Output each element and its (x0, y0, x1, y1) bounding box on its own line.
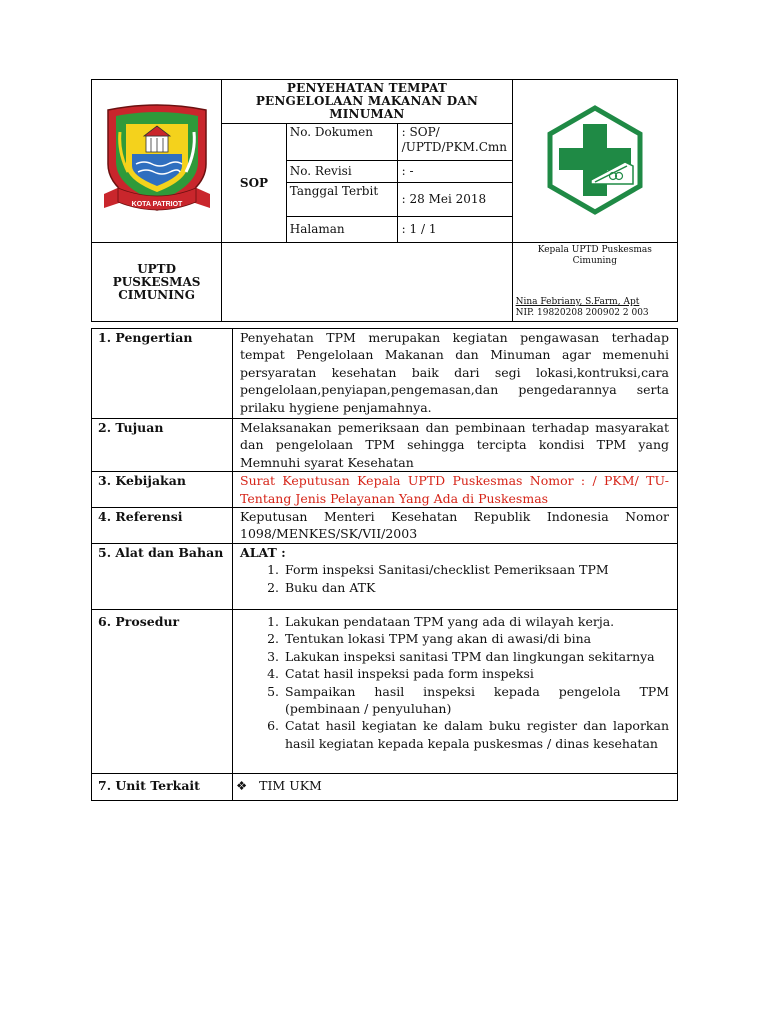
field-value: : 28 Mei 2018 (397, 183, 512, 217)
list-item: 2. Buku dan ATK (283, 579, 669, 596)
table-row (92, 472, 678, 508)
list-item: 1. Form inspeksi Sanitasi/checklist Pemeriksaan TPM (283, 561, 669, 578)
sop-label: SOP (222, 124, 287, 243)
table-row (92, 543, 678, 609)
section-label: 2. Tujuan (92, 419, 233, 472)
section-label: 4. Referensi (92, 508, 233, 544)
list-item: 6. Catat hasil kegiatan ke dalam buku register dan laporkan hasil kegiatan kepada kepala puskesmas / dinas kesehatan (283, 717, 669, 752)
logo-banner-text: KOTA PATRIOT (131, 200, 182, 208)
field-label: Halaman (286, 217, 397, 243)
city-logo-cell (92, 80, 222, 243)
section-text: Melaksanakan pemeriksaan dan pembinaan terhadap masyarakat dan pengelolaan TPM sehingga tercipta kondisi TPM yang Memnuhi syarat Kesehatan (233, 419, 678, 472)
puskesmas-logo-icon (539, 104, 651, 216)
section-text: Surat Keputusan Kepala UPTD Puskesmas Nomor : / PKM/ TU- Tentang Jenis Pelayanan Yang Ada di Puskesmas (233, 472, 678, 508)
list-item: 3. Lakukan inspeksi sanitasi TPM dan lingkungan sekitarnya (283, 648, 669, 665)
table-row (92, 508, 678, 544)
table-row (92, 609, 678, 773)
list-item: 5. Sampaikan hasil inspeksi kepada pengelola TPM (pembinaan / penyuluhan) (283, 683, 669, 718)
alat-heading: ALAT : (240, 544, 286, 560)
empty-cell (222, 243, 512, 322)
kota-bekasi-logo-icon (98, 102, 216, 218)
section-label: 3. Kebijakan (92, 472, 233, 508)
field-label: No. Revisi (286, 161, 397, 183)
section-label: 1. Pengertian (92, 329, 233, 419)
field-label: Tanggal Terbit (286, 183, 397, 217)
field-label: No. Dokumen (286, 124, 397, 161)
sop-header-table (91, 79, 678, 322)
section-text: Keputusan Menteri Kesehatan Republik Indonesia Nomor 1098/MENKES/SK/VII/2003 (233, 508, 678, 544)
kepala-name: Nina Febriany, S.Farm, Apt (515, 297, 640, 307)
alat-list (240, 561, 669, 596)
unit-name: UPTD PUSKESMAS CIMUNING (92, 243, 222, 322)
list-item: 1. Lakukan pendataan TPM yang ada di wilayah kerja. (283, 613, 669, 630)
document-title: PENYEHATAN TEMPAT PENGELOLAAN MAKANAN DAN MINUMAN (222, 80, 512, 124)
puskesmas-logo-cell (512, 80, 677, 243)
sop-content-table (91, 328, 678, 801)
table-row (92, 419, 678, 472)
field-value: : SOP/ /UPTD/PKM.Cmn (397, 124, 512, 161)
unit-terkait-value: TIM UKM (259, 777, 322, 793)
kepala-nip: NIP. 19820208 200902 2 003 (515, 308, 649, 318)
prosedur-list (240, 613, 669, 752)
field-value: : - (397, 161, 512, 183)
diamond-bullet-icon: ❖ (236, 777, 248, 793)
list-item: 4. Catat hasil inspeksi pada form inspeksi (283, 665, 669, 682)
field-value: : 1 / 1 (397, 217, 512, 243)
section-label: 7. Unit Terkait (92, 773, 233, 800)
kepala-title: Kepala UPTD Puskesmas Cimuning (537, 245, 652, 266)
list-item: 2. Tentukan lokasi TPM yang akan di awasi/di bina (283, 630, 669, 647)
section-label: 6. Prosedur (92, 609, 233, 773)
table-row (92, 329, 678, 419)
kepala-signature-cell (512, 243, 677, 322)
section-text: Penyehatan TPM merupakan kegiatan pengawasan terhadap tempat Pengelolaan Makanan dan Minuman agar memenuhi persyaratan kesehatan baik dari segi lokasi,kontruksi,cara pengelolaan,penyiapan,pengemasan,dan pengedarannya serta prilaku hygiene penjamahnya. (233, 329, 678, 419)
table-row (92, 773, 678, 800)
section-label: 5. Alat dan Bahan (92, 543, 233, 609)
